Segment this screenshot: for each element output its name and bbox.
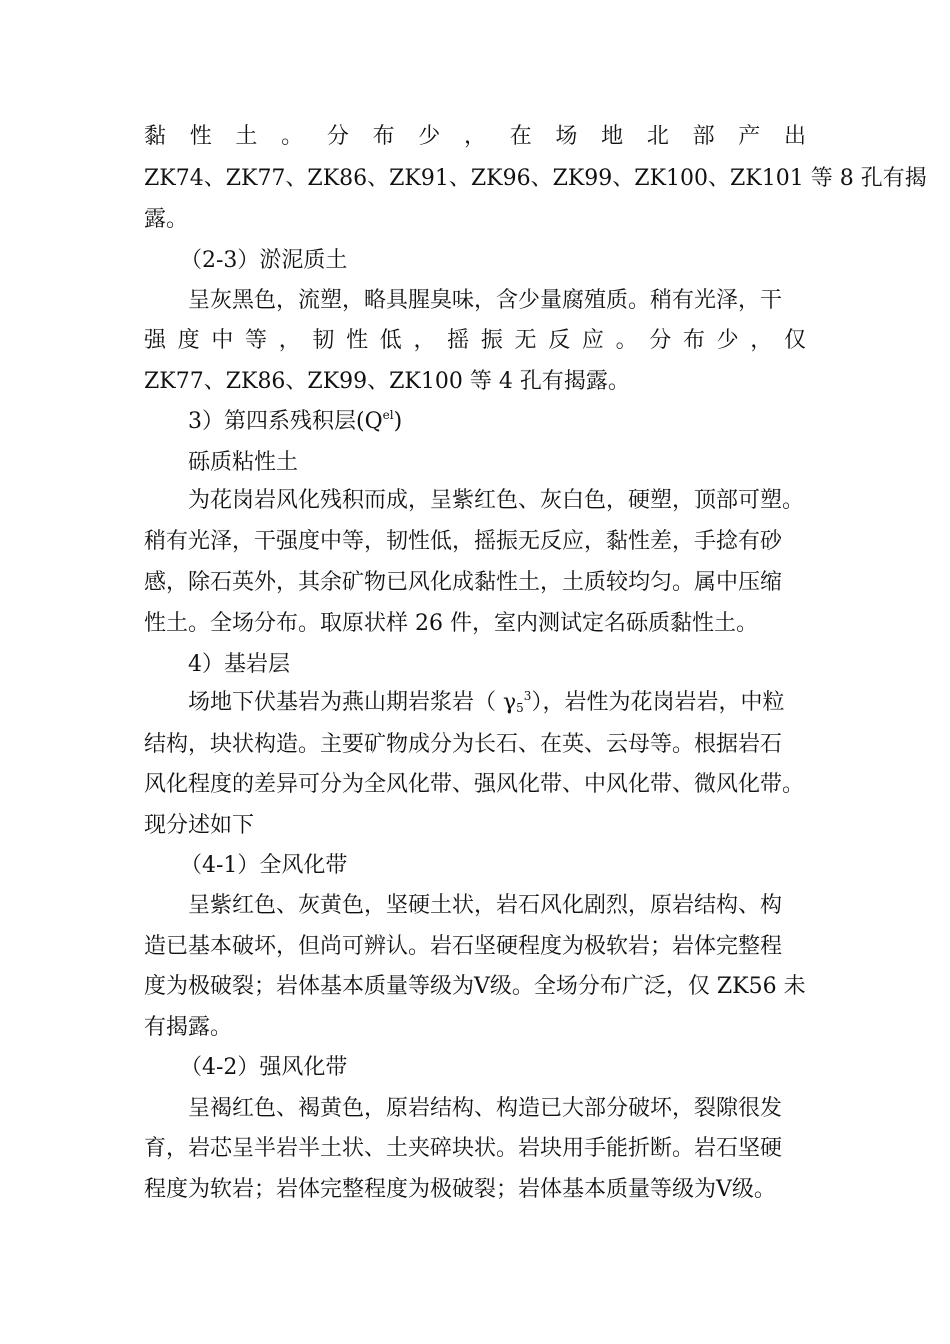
text-line: 程度为软岩；岩体完整程度为极破裂；岩体基本质量等级为Ⅴ级。 (144, 1177, 776, 1202)
superscript-el: el (382, 408, 394, 422)
text-line: 呈紫红色、灰黄色，坚硬土状，岩石风化剧烈，原岩结构、构 (188, 893, 783, 918)
text-line: 有揭露。 (144, 1015, 233, 1040)
section-heading: 4）基岩层 (188, 652, 290, 677)
section-heading: 砾质粘性土 (188, 450, 299, 475)
text-line: 造已基本破坏，但尚可辨认。岩石坚硬程度为极软岩；岩体完整程 (144, 934, 783, 959)
text-part: ），岩性为花岗岩岩，中粒 (531, 690, 785, 715)
text-line: 稍有光泽，干强度中等，韧性低，摇振无反应，黏性差，手捻有砂 (144, 529, 783, 554)
text-line: 度为极破裂；岩体基本质量等级为Ⅴ级。全场分布广泛，仅 ZK56 未 (144, 974, 806, 999)
heading-text: 3）第四系残积层(Q (188, 409, 383, 434)
text-line: 为花岗岩风化残积而成，呈紫红色、灰白色，硬塑，顶部可塑。 (188, 488, 805, 513)
text-line: 黏 性 土 。 分 布 少 ， 在 场 地 北 部 产 出 (144, 124, 806, 149)
text-line: 强 度 中 等 ， 韧 性 低 ， 摇 振 无 反 应 。 分 布 少 ， 仅 (144, 328, 806, 353)
text-line (188, 688, 806, 718)
text-line: 呈褐红色、褐黄色，原岩结构、构造已大部分破坏，裂隙很发 (188, 1096, 783, 1121)
section-heading: （4-1）全风化带 (180, 853, 348, 878)
text-line: ZK74、ZK77、ZK86、ZK91、ZK96、ZK99、ZK100、ZK101 等 8 孔有揭 (144, 166, 927, 191)
text-line: 现分述如下 (144, 813, 255, 838)
text-line: 露。 (144, 207, 189, 232)
text-line: 感，除石英外，其余矿物已风化成黏性土，土质较均匀。属中压缩 (144, 570, 783, 595)
text-line: 育，岩芯呈半岩半土状、土夹碎块状。岩块用手能折断。岩石坚硬 (144, 1136, 783, 1161)
subscript-5: 5 (516, 701, 524, 715)
heading-close: ) (393, 409, 403, 434)
text-part: 场地下伏基岩为燕山期岩浆岩（ γ (188, 690, 517, 715)
section-heading (188, 407, 806, 437)
text-line: 呈灰黑色，流塑，略具腥臭味，含少量腐殖质。稍有光泽，干 (188, 288, 783, 313)
text-line: 结构，块状构造。主要矿物成分为长石、在英、云母等。根据岩石 (144, 732, 783, 757)
text-line: 性土。全场分布。取原状样 26 件，室内测试定名砾质黏性土。 (144, 611, 758, 636)
text-line: 风化程度的差异可分为全风化带、强风化带、中风化带、微风化带。 (144, 772, 805, 797)
section-heading: （2-3）淤泥质土 (180, 248, 348, 273)
section-heading: （4-2）强风化带 (180, 1055, 348, 1080)
superscript-3: 3 (523, 689, 532, 703)
text-line: ZK77、ZK86、ZK99、ZK100 等 4 孔有揭露。 (144, 369, 630, 394)
